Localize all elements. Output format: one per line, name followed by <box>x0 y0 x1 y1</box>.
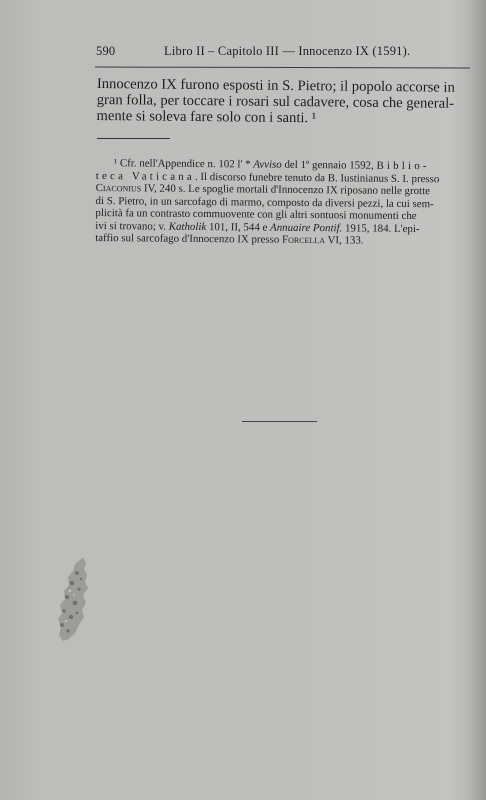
header-rule <box>95 67 470 69</box>
footnote-text: VI, 133. <box>324 234 364 247</box>
footnote <box>95 157 472 248</box>
footnote-text: del 1º gennaio 1592, <box>281 158 377 172</box>
footnote-italic: Annuaire Pontif. <box>270 221 343 234</box>
footnote-spaced: Biblio- <box>376 159 430 173</box>
footnote-separator <box>97 138 170 139</box>
footnote-smallcaps: Ciaconius <box>95 181 142 195</box>
footnote-line: plicità fa un contrasto commuovente con gli altri sontuosi monumenti che <box>95 206 417 223</box>
footnote-text: ivi si trovano; v. <box>95 219 169 233</box>
footnote-text: taffio sul sarcofago d'Innocenzo IX presso <box>95 231 283 246</box>
main-text-line: mente si soleva fare solo con i santi. ¹ <box>96 107 317 127</box>
footnote-line: di S. Pietro, in un sarcofago di marmo, composto da diversi pezzi, la cui sem- <box>95 194 434 210</box>
running-head-title: Libro II – Capitolo III — Innocenzo IX (1591). <box>164 44 411 58</box>
footnote-text: 101, II, 544 e <box>206 220 271 234</box>
footnote-smallcaps: Forcella <box>282 233 326 247</box>
footnote-text: Cfr. nell'Appendice n. 102 l' * <box>119 157 254 171</box>
main-text-line: gran folla, per toccare i rosari sul cadavere, cosa che general- <box>96 91 455 112</box>
page-number: 590 <box>96 44 116 58</box>
running-header <box>96 44 468 62</box>
library-stamp-icon <box>55 555 91 643</box>
footnote-marker: ¹ <box>113 157 118 170</box>
footnote-italic: Avviso <box>253 158 282 171</box>
main-text-line: Innocenzo IX furono esposti in S. Pietro; il popolo accorse in <box>96 76 455 96</box>
main-text <box>96 76 482 128</box>
footnote-spaced: teca Vaticana <box>95 169 196 183</box>
footnote-text: . Il discorso funebre tenuto da B. Iustinianus S. I. presso <box>194 170 440 185</box>
footnote-text: IV, 240 s. Le spoglie mortali d'Innocenzo IX riposano nelle grotte <box>141 182 431 198</box>
footnote-italic: Katholik <box>168 220 207 233</box>
end-of-text-rule <box>242 421 317 422</box>
footnote-text: 1915, 184. L'epi- <box>342 221 420 235</box>
